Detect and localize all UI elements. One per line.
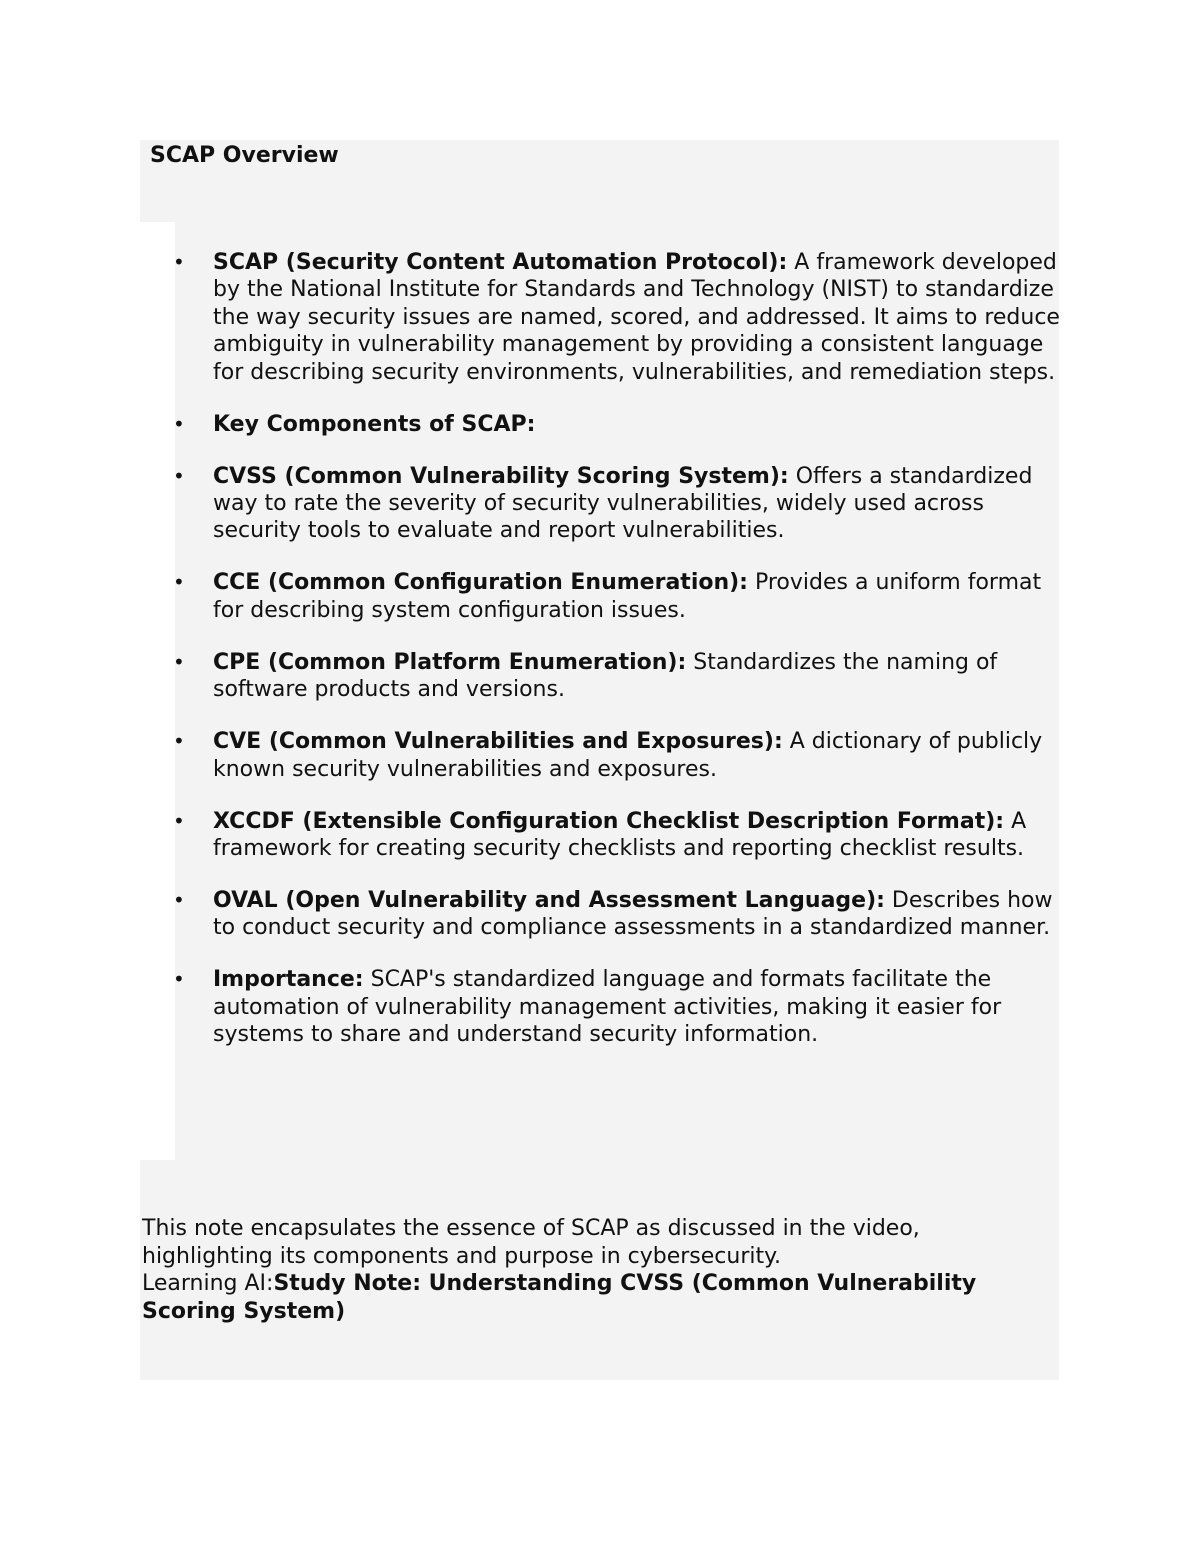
bullet-text: A dictionary of publicly known security vulnerabilities and exposures. — [213, 729, 1043, 782]
list-item-scap — [173, 249, 1063, 386]
bullet-text: Offers a standardized way to rate the severity of security vulnerabilities, widely used across security tools to evaluate and report vulnerabilities. — [213, 463, 1033, 544]
bullet-icon: • — [173, 808, 185, 833]
bullet-icon: • — [173, 649, 185, 674]
bullet-icon: • — [173, 250, 185, 274]
footer-note — [142, 1215, 1052, 1325]
footer-heading: Study Note: Understanding CVSS (Common Vulnerability Scoring System) — [142, 1271, 977, 1324]
bullet-text: Standardizes the naming of software products and versions. — [213, 649, 998, 703]
bullet-icon: • — [173, 967, 185, 992]
list-item-oval — [173, 887, 1063, 942]
bullet-term: Importance: — [213, 967, 364, 993]
list-item-importance — [173, 966, 1063, 1048]
bullet-list — [173, 249, 1063, 1073]
bullet-icon: • — [173, 411, 185, 436]
bullet-term: SCAP (Security Content Automation Protocol): — [213, 250, 788, 275]
bullet-term: CVE (Common Vulnerabilities and Exposures): — [213, 729, 783, 755]
bullet-icon: • — [173, 729, 185, 754]
bullet-icon: • — [173, 888, 185, 913]
list-item-cvss — [173, 463, 1063, 545]
bullet-term: CCE (Common Configuration Enumeration): — [213, 570, 748, 596]
bullet-term: Key Components of SCAP: — [213, 411, 536, 437]
page-title: SCAP Overview — [150, 143, 339, 168]
list-item-key-components — [173, 411, 1063, 438]
bullet-text: Provides a uniform format for describing system configuration issues. — [213, 570, 1042, 623]
bullet-icon: • — [173, 463, 185, 488]
list-item-cpe — [173, 649, 1063, 704]
footer-summary: This note encapsulates the essence of SCAP as discussed in the video, highlighting its components and purpose in cybersecurity. — [142, 1216, 920, 1269]
list-item-xccdf — [173, 808, 1063, 863]
list-item-cve — [173, 728, 1063, 783]
panel-indent — [140, 222, 175, 1160]
bullet-term: CVSS (Common Vulnerability Scoring System): — [213, 463, 789, 489]
bullet-term: CPE (Common Platform Enumeration): — [213, 649, 687, 675]
bullet-text: A framework developed by the National Institute for Standards and Technology (NIST) to standardize the way security issues are named, scored, and addressed. It aims to reduce ambiguity in vulnerability management by providing a consistent language for describing security environments, vulnerabilities, and remediation steps. — [213, 250, 1060, 385]
bullet-icon: • — [173, 570, 185, 595]
footer-prefix: Learning AI: — [142, 1271, 274, 1296]
bullet-text: SCAP's standardized language and formats facilitate the automation of vulnerability management activities, making it easier for systems to share and understand security information. — [213, 967, 1002, 1048]
bullet-term: OVAL (Open Vulnerability and Assessment Language): — [213, 888, 885, 914]
bullet-text: A framework for creating security checklists and reporting checklist results. — [213, 808, 1027, 862]
bullet-term: XCCDF (Extensible Configuration Checklist Description Format): — [213, 808, 1005, 834]
list-item-cce — [173, 569, 1063, 624]
bullet-text: Describes how to conduct security and compliance assessments in a standardized manner. — [213, 888, 1053, 941]
